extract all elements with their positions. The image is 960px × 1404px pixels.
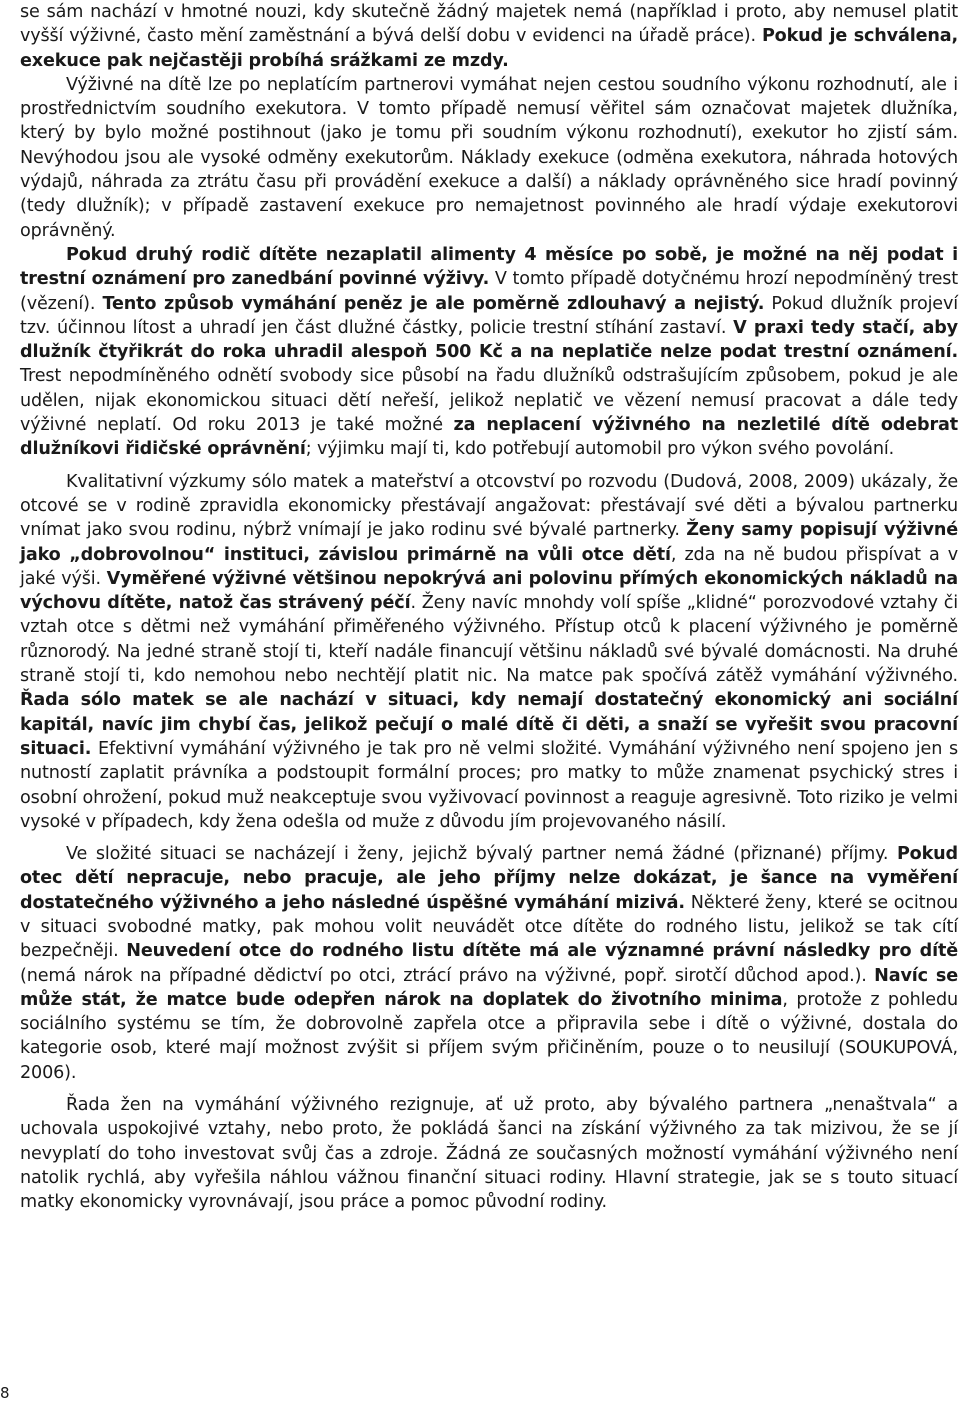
paragraph-6: [20, 1093, 958, 1214]
text-run: Některé ženy, které se ocitnou v situaci svobodné matky, pak mohou volit neuvádět otce dítěte do rodného listu, jelikož se tak cítí bezpečněji.: [20, 892, 958, 962]
page-number: 8: [0, 1384, 10, 1402]
text-run: Pokud dlužník projeví tzv. účinnou lítost a uhradí jen část dlužné částky, policie trestní stíhání zastaví.: [20, 293, 958, 338]
text-run: Ve složité situaci se nacházejí i ženy, jejichž bývalý partner nemá žádné (přiznané) příjmy.: [66, 844, 897, 865]
text-run: Efektivní vymáhání výživného je tak pro ně velmi složité. Vymáhání výživného není spojeno jen s nutností zaplatit právníka a podstoupit formální proces; pro matky to může znamenat psychický stres i osobní ohrožení, pokud muž neakceptuje svou vyživovací povinnost a reaguje agresivně. Toto riziko je velmi vysoké v případech, kdy žena odešla od muže z důvodu jím projevovaného násilí.: [20, 738, 958, 832]
bold-text-run: V praxi tedy stačí, aby dlužník čtyřikrát do roka uhradil alespoň 500 Kč a na neplatiče nelze podat trestní oznámení.: [20, 317, 958, 363]
bold-text-run: Pokud otec dětí nepracuje, nebo pracuje, ale jeho příjmy nelze dokázat, je šance na vyměření dostatečného výživného a jeho následné úspěšné vymáhání mizivá.: [20, 844, 958, 913]
text-run: Kvalitativní výzkumy sólo matek a mateřství a otcovství po rozvodu (Dudová, 2008, 2009) ukázaly, že otcové se v rodině zpravidla ekonomicky přestávají angažovat: přestávají své děti a bývalou partnerku vnímat jako svou rodinu, nýbrž vnímají je jako rodinu své bývalé partnerky.: [20, 471, 958, 541]
paragraph-5: [20, 842, 958, 1085]
bold-text-run: za neplacení výživného na nezletilé dítě odebrat dlužníkovi řidičské oprávnění: [20, 415, 958, 460]
paragraph-4: [20, 470, 958, 834]
bold-text-run: Neuvedení otce do rodného listu dítěte má ale významné právní následky pro dítě: [126, 941, 958, 962]
text-run: Řada žen na vymáhání výživného rezignuje, ať už proto, aby bývalého partnera „nenaštvala“ a uchovala uspokojivé vztahy, nebo proto, že pokládá šanci na získání výživného za tak mizivou, že se jí nevyplatí do toho investovat svůj čas a zdroje. Žádná ze současných možností vymáhání výživného není natolik rychlá, aby vyřešila náhlou vážnou finanční situaci rodiny. Hlavní strategie, jak se s touto situací matky ekonomicky vyrovnávají, jsou práce a pomoc původní rodiny.: [20, 1095, 958, 1213]
text-run: , zda na ně budou přispívat a v jaké výši.: [20, 544, 958, 589]
bold-text-run: Pokud je schválena, exekuce pak nejčastěji probíhá srážkami ze mzdy.: [20, 26, 959, 71]
bold-text-run: Tento způsob vymáhání peněz je ale poměrně zdlouhavý a nejistý.: [102, 293, 765, 314]
text-run: se sám nachází v hmotné nouzi, kdy skutečně žádný majetek nemá (například i proto, aby nemusel platit vyšší výživné, často mění zaměstnání a bývá delší dobu v evidenci na úřadě práce).: [20, 2, 958, 47]
text-run: Trest nepodmíněného odnětí svobody sice působí na řadu dlužníků odstrašujícím způsobem, pokud je ale udělen, nijak ekonomickou situaci dětí neřeší, jelikož neplatič ve vězení nemusí pracovat a dále tedy výživné neplatí. Od roku 2013 je také možné: [20, 366, 958, 436]
paragraph-1: [20, 0, 958, 73]
bold-text-run: Řada sólo matek se ale nachází v situaci, kdy nemají dostatečný ekonomický ani sociální kapitál, navíc jim chybí čas, jelikož pečují o malé dítě či děti, a snaží se vyřešit svou pracovní situaci.: [20, 690, 958, 759]
bold-text-run: Navíc se může stát, že matce bude odepřen nárok na doplatek do životního minima: [20, 965, 958, 1010]
document-body: [20, 0, 958, 1215]
text-run: . Ženy navíc mnohdy volí spíše „klidné“ porozvodové vztahy či vztah otce s dětmi než vymáhání přiměřeného výživného. Přístup otců k placení výživného je poměrně různorodý. Na jedné straně stojí ti, kteří nadále financují většinu nákladů své bývalé domácnosti. Na druhé straně stojí ti, kdo nemohou nebo nechtějí platit nic. Na matce pak spočívá zátěž vymáhání výživného.: [20, 593, 958, 687]
text-run: (nemá nárok na případné dědictví po otci, ztrácí právo na výživné, popř. sirotčí důchod apod.).: [20, 965, 875, 986]
bold-text-run: Ženy samy popisují výživné jako „dobrovolnou“ instituci, závislou primárně na vůli otce dětí: [20, 520, 958, 565]
text-run: Výživné na dítě lze po neplatícím partnerovi vymáhat nejen cestou soudního výkonu rozhodnutí, ale i prostřednictvím soudního exekutora. V tomto případě nemusí věřitel sám označovat majetek dlužníka, který by bylo možné postihnout (jako je tomu při soudním výkonu rozhodnutí), exekutor ho zjistí sám. Nevýhodou jsou ale vysoké odměny exekutorům. Náklady exekuce (odměna exekutora, náhrada hotových výdajů, náhrada za ztrátu času při provádění exekuce a další) a náklady oprávněného sice hradí povinný (tedy dlužník); v případě zastavení exekuce pro nemajetnost povinného ale hradí výdaje exekutorovi oprávněný.: [20, 74, 958, 241]
paragraph-3: [20, 243, 958, 462]
bold-text-run: Vyměřené výživné většinou nepokrývá ani polovinu přímých ekonomických nákladů na výchovu dítěte, natož čas strávený péčí: [20, 568, 958, 614]
bold-text-run: Pokud druhý rodič dítěte nezaplatil alimenty 4 měsíce po sobě, je možné na něj podat i trestní oznámení pro zanedbání povinné výživy.: [20, 244, 958, 290]
text-run: ; výjimku mají ti, kdo potřebují automobil pro výkon svého povolání.: [305, 439, 895, 460]
text-run: , protože z pohledu sociálního systému se tím, že dobrovolně zapřela otce a připravila sebe i dítě o výživné, dostala do kategorie osob, které mají možnost zvýšit si příjem svým přičiněním, pouze o to neusilují (SOUKUPOVÁ, 2006).: [20, 989, 958, 1083]
paragraph-2: [20, 73, 958, 243]
text-run: V tomto případě dotyčnému hrozí nepodmíněný trest (vězení).: [20, 269, 959, 314]
